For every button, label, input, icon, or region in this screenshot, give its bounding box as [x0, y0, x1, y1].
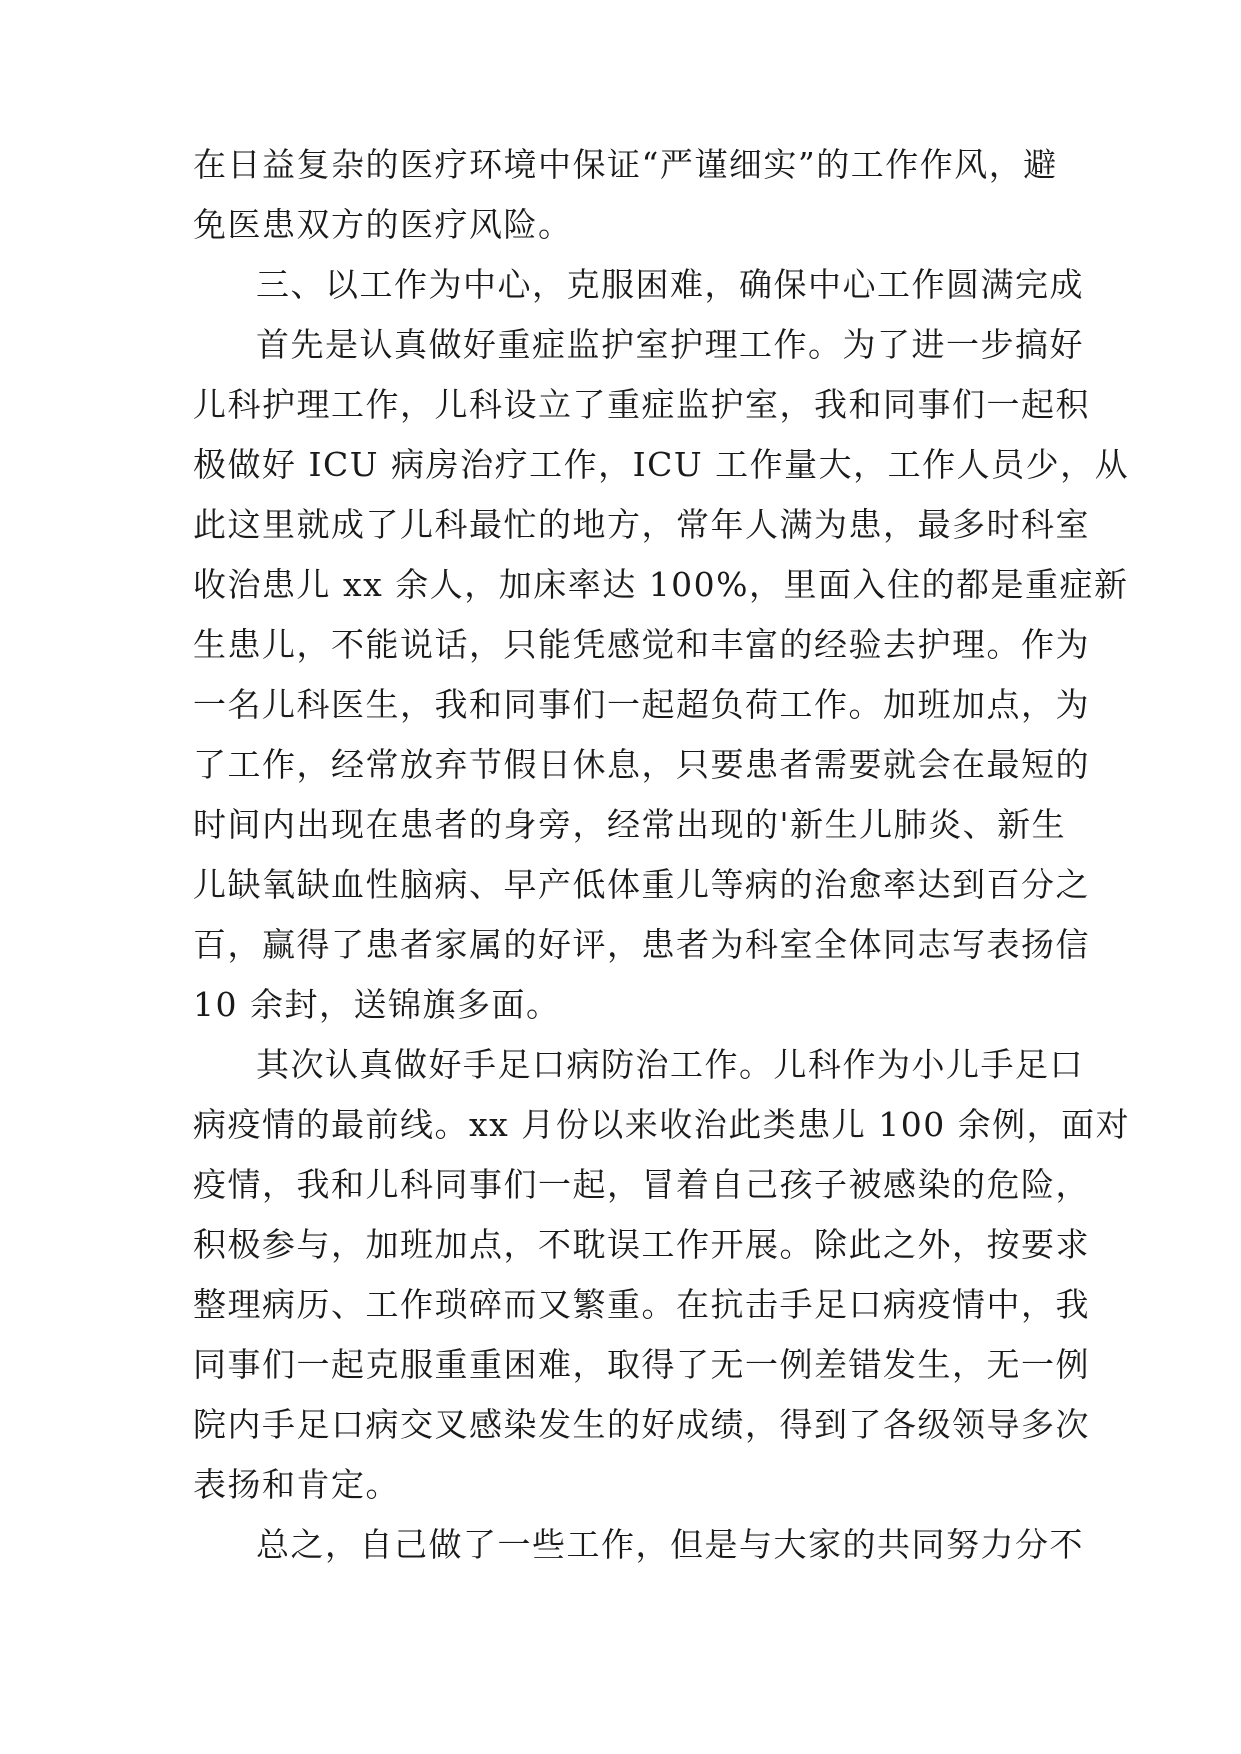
text-line: 一名儿科医生，我和同事们一起超负荷工作。加班加点，为 — [193, 685, 1090, 724]
text-line: 在日益复杂的医疗环境中保证“严谨细实”的工作作风，避 — [193, 145, 1058, 184]
text-line: 收治患儿 xx 余人，加床率达 100%，里面入住的都是重症新 — [193, 565, 1129, 604]
section-heading: 三、以工作为中心，克服困难，确保中心工作圆满完成 — [256, 265, 1084, 304]
text-line: 生患儿，不能说话，只能凭感觉和丰富的经验去护理。作为 — [193, 625, 1090, 664]
text-line: 百，赢得了患者家属的好评，患者为科室全体同志写表扬信 — [193, 925, 1090, 964]
text-line: 同事们一起克服重重困难，取得了无一例差错发生，无一例 — [193, 1345, 1090, 1384]
text-line: 表扬和肯定。 — [193, 1465, 400, 1504]
text-line: 总之，自己做了一些工作，但是与大家的共同努力分不 — [256, 1525, 1084, 1564]
text-line: 其次认真做好手足口病防治工作。儿科作为小儿手足口 — [256, 1045, 1084, 1084]
text-line: 疫情，我和儿科同事们一起，冒着自己孩子被感染的危险， — [193, 1165, 1090, 1204]
text-line: 极做好 ICU 病房治疗工作，ICU 工作量大，工作人员少，从 — [193, 445, 1130, 484]
text-line: 院内手足口病交叉感染发生的好成绩，得到了各级领导多次 — [193, 1405, 1090, 1444]
text-line: 儿科护理工作，儿科设立了重症监护室，我和同事们一起积 — [193, 385, 1090, 424]
text-line: 儿缺氧缺血性脑病、早产低体重儿等病的治愈率达到百分之 — [193, 865, 1090, 904]
text-line: 整理病历、工作琐碎而又繁重。在抗击手足口病疫情中，我 — [193, 1285, 1090, 1324]
text-line: 此这里就成了儿科最忙的地方，常年人满为患，最多时科室 — [193, 505, 1090, 544]
text-line: 时间内出现在患者的身旁，经常出现的'新生儿肺炎、新生 — [193, 805, 1067, 844]
text-line: 了工作，经常放弃节假日休息，只要患者需要就会在最短的 — [193, 745, 1090, 784]
text-line: 病疫情的最前线。xx 月份以来收治此类患儿 100 余例，面对 — [193, 1105, 1131, 1144]
text-line: 首先是认真做好重症监护室护理工作。为了进一步搞好 — [256, 325, 1084, 364]
text-line: 积极参与，加班加点，不耽误工作开展。除此之外，按要求 — [193, 1225, 1090, 1264]
text-line: 10 余封，送锦旗多面。 — [193, 985, 561, 1024]
text-line: 免医患双方的医疗风险。 — [193, 205, 573, 244]
